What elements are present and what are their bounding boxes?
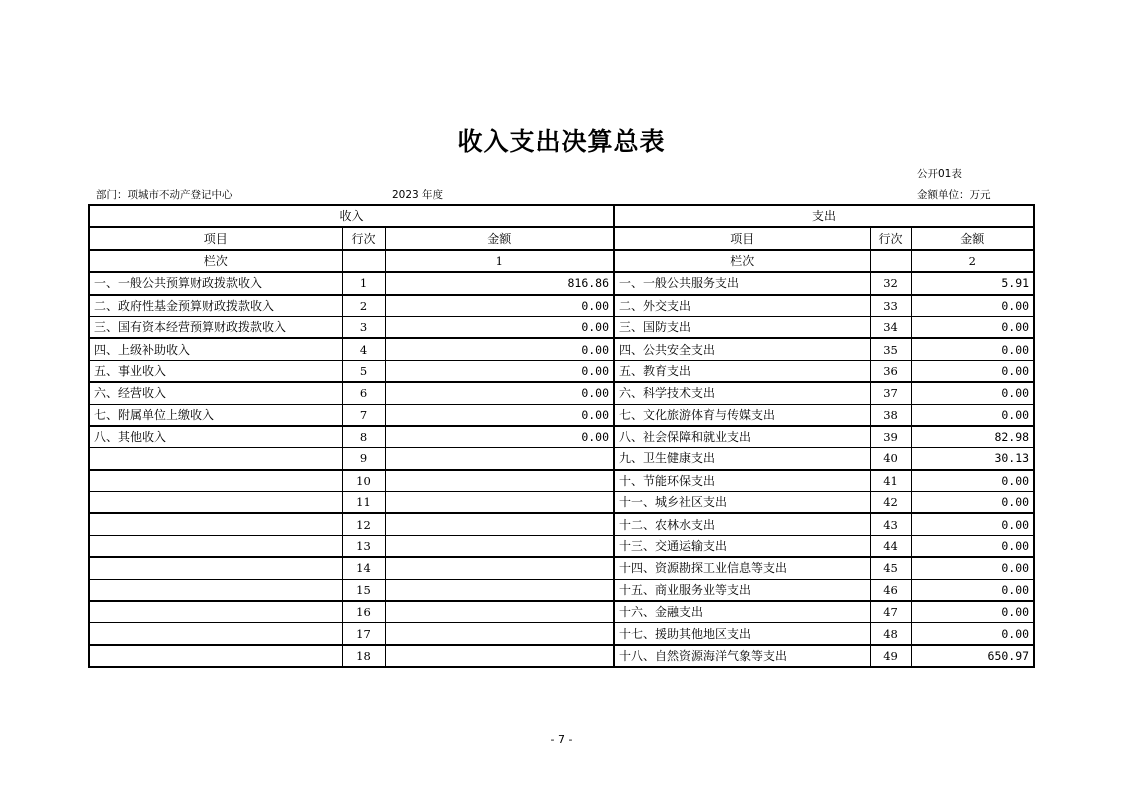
expense-amount: 650.97: [911, 645, 1034, 667]
expense-row-no: 43: [870, 513, 911, 535]
expense-rowno-header: 行次: [870, 227, 911, 249]
income-amount: [385, 601, 614, 623]
form-number: 公开01表: [917, 168, 962, 180]
income-item-header: 项目: [89, 227, 342, 249]
income-section-header: 收入: [89, 205, 614, 227]
table-row: [89, 601, 1034, 623]
income-amount: [385, 513, 614, 535]
expense-item: 四、公共安全支出: [614, 338, 870, 360]
income-row-no: 15: [342, 579, 385, 601]
income-item: 四、上级补助收入: [89, 338, 342, 360]
expense-amount: 0.00: [911, 579, 1034, 601]
income-item: [89, 448, 342, 470]
expense-amount: 0.00: [911, 382, 1034, 404]
expense-amount: 0.00: [911, 513, 1034, 535]
income-item: 六、经营收入: [89, 382, 342, 404]
income-row-no: 13: [342, 535, 385, 557]
page-title: 收入支出决算总表: [457, 127, 666, 156]
table-row: [89, 338, 1034, 360]
expense-row-no: 45: [870, 557, 911, 579]
expense-amount: 0.00: [911, 404, 1034, 426]
expense-item: 一、一般公共服务支出: [614, 272, 870, 294]
income-expense-table: [88, 204, 1035, 668]
income-row-no: 18: [342, 645, 385, 667]
income-amount: 0.00: [385, 338, 614, 360]
expense-item: 三、国防支出: [614, 316, 870, 338]
expense-row-no: 44: [870, 535, 911, 557]
table-row: [89, 382, 1034, 404]
expense-amount: 82.98: [911, 426, 1034, 448]
income-item: [89, 557, 342, 579]
income-amount: 816.86: [385, 272, 614, 294]
income-item: 七、附属单位上缴收入: [89, 404, 342, 426]
income-row-no: 5: [342, 360, 385, 382]
table-row: [89, 360, 1034, 382]
table-row: [89, 557, 1034, 579]
income-item: 二、政府性基金预算财政拨款收入: [89, 295, 342, 317]
income-row-no: 4: [342, 338, 385, 360]
income-amount: 0.00: [385, 426, 614, 448]
expense-row-no: 36: [870, 360, 911, 382]
column-header-row: [89, 227, 1034, 249]
expense-row-no: 37: [870, 382, 911, 404]
expense-item: 十五、商业服务业等支出: [614, 579, 870, 601]
income-row-no: 11: [342, 492, 385, 514]
expense-row-no: 32: [870, 272, 911, 294]
expense-item: 十六、金融支出: [614, 601, 870, 623]
income-item: 一、一般公共预算财政拨款收入: [89, 272, 342, 294]
table-row: [89, 645, 1034, 667]
income-row-no: 6: [342, 382, 385, 404]
income-amount: [385, 557, 614, 579]
income-row-no: 9: [342, 448, 385, 470]
expense-amount: 0.00: [911, 470, 1034, 492]
expense-item: 十、节能环保支出: [614, 470, 870, 492]
expense-row-no: 39: [870, 426, 911, 448]
expense-col-index: 2: [911, 250, 1034, 272]
department-label: 部门：项城市不动产登记中心: [96, 189, 233, 201]
expense-amount-header: 金额: [911, 227, 1034, 249]
expense-item: 十一、城乡社区支出: [614, 492, 870, 514]
income-amount: [385, 623, 614, 645]
expense-col-label: 栏次: [614, 250, 870, 272]
income-row-no: 1: [342, 272, 385, 294]
income-item: [89, 513, 342, 535]
table-row: [89, 492, 1034, 514]
table-row: [89, 448, 1034, 470]
income-row-no: 12: [342, 513, 385, 535]
income-item: [89, 645, 342, 667]
expense-row-no: 49: [870, 645, 911, 667]
table-row: [89, 316, 1034, 338]
expense-item: 十七、援助其他地区支出: [614, 623, 870, 645]
expense-row-no: 48: [870, 623, 911, 645]
expense-row-no: 34: [870, 316, 911, 338]
expense-item: 九、卫生健康支出: [614, 448, 870, 470]
expense-row-no: 38: [870, 404, 911, 426]
expense-col-blank: [870, 250, 911, 272]
income-row-no: 14: [342, 557, 385, 579]
expense-amount: 30.13: [911, 448, 1034, 470]
income-amount: [385, 492, 614, 514]
section-header-row: [89, 205, 1034, 227]
income-item: [89, 492, 342, 514]
income-amount: 0.00: [385, 382, 614, 404]
income-row-no: 8: [342, 426, 385, 448]
income-item: [89, 535, 342, 557]
expense-item: 二、外交支出: [614, 295, 870, 317]
expense-row-no: 33: [870, 295, 911, 317]
income-amount-header: 金额: [385, 227, 614, 249]
income-amount: [385, 448, 614, 470]
expense-amount: 0.00: [911, 535, 1034, 557]
expense-item: 十四、资源勘探工业信息等支出: [614, 557, 870, 579]
expense-amount: 0.00: [911, 295, 1034, 317]
expense-amount: 0.00: [911, 316, 1034, 338]
income-item: [89, 601, 342, 623]
expense-item: 七、文化旅游体育与传媒支出: [614, 404, 870, 426]
income-row-no: 3: [342, 316, 385, 338]
expense-row-no: 35: [870, 338, 911, 360]
expense-row-no: 42: [870, 492, 911, 514]
table-row: [89, 404, 1034, 426]
income-amount: 0.00: [385, 360, 614, 382]
expense-row-no: 41: [870, 470, 911, 492]
income-amount: 0.00: [385, 316, 614, 338]
income-item: [89, 623, 342, 645]
expense-item: 十八、自然资源海洋气象等支出: [614, 645, 870, 667]
expense-amount: 5.91: [911, 272, 1034, 294]
table-row: [89, 623, 1034, 645]
table-row: [89, 272, 1034, 294]
income-amount: [385, 470, 614, 492]
income-amount: 0.00: [385, 404, 614, 426]
expense-section-header: 支出: [614, 205, 1034, 227]
income-rowno-header: 行次: [342, 227, 385, 249]
income-amount: [385, 535, 614, 557]
expense-item: 八、社会保障和就业支出: [614, 426, 870, 448]
column-index-row: [89, 250, 1034, 272]
page-number: - 7 -: [550, 733, 573, 746]
table-row: [89, 535, 1034, 557]
expense-amount: 0.00: [911, 557, 1034, 579]
income-item: 八、其他收入: [89, 426, 342, 448]
income-row-no: 7: [342, 404, 385, 426]
expense-row-no: 40: [870, 448, 911, 470]
expense-item: 十二、农林水支出: [614, 513, 870, 535]
table-row: [89, 579, 1034, 601]
income-row-no: 17: [342, 623, 385, 645]
expense-amount: 0.00: [911, 492, 1034, 514]
expense-item: 五、教育支出: [614, 360, 870, 382]
table-row: [89, 513, 1034, 535]
expense-item-header: 项目: [614, 227, 870, 249]
expense-amount: 0.00: [911, 601, 1034, 623]
income-amount: [385, 579, 614, 601]
income-col-blank: [342, 250, 385, 272]
expense-item: 十三、交通运输支出: [614, 535, 870, 557]
income-row-no: 10: [342, 470, 385, 492]
income-item: [89, 470, 342, 492]
expense-row-no: 46: [870, 579, 911, 601]
expense-amount: 0.00: [911, 623, 1034, 645]
income-row-no: 16: [342, 601, 385, 623]
table-row: [89, 426, 1034, 448]
income-col-index: 1: [385, 250, 614, 272]
income-row-no: 2: [342, 295, 385, 317]
expense-row-no: 47: [870, 601, 911, 623]
expense-amount: 0.00: [911, 338, 1034, 360]
income-amount: [385, 645, 614, 667]
expense-amount: 0.00: [911, 360, 1034, 382]
income-item: [89, 579, 342, 601]
income-item: 五、事业收入: [89, 360, 342, 382]
table-row: [89, 470, 1034, 492]
income-item: 三、国有资本经营预算财政拨款收入: [89, 316, 342, 338]
expense-item: 六、科学技术支出: [614, 382, 870, 404]
table-row: [89, 295, 1034, 317]
income-amount: 0.00: [385, 295, 614, 317]
fiscal-year-label: 2023 年度: [392, 189, 444, 201]
amount-unit-label: 金额单位：万元: [917, 189, 991, 201]
income-col-label: 栏次: [89, 250, 342, 272]
